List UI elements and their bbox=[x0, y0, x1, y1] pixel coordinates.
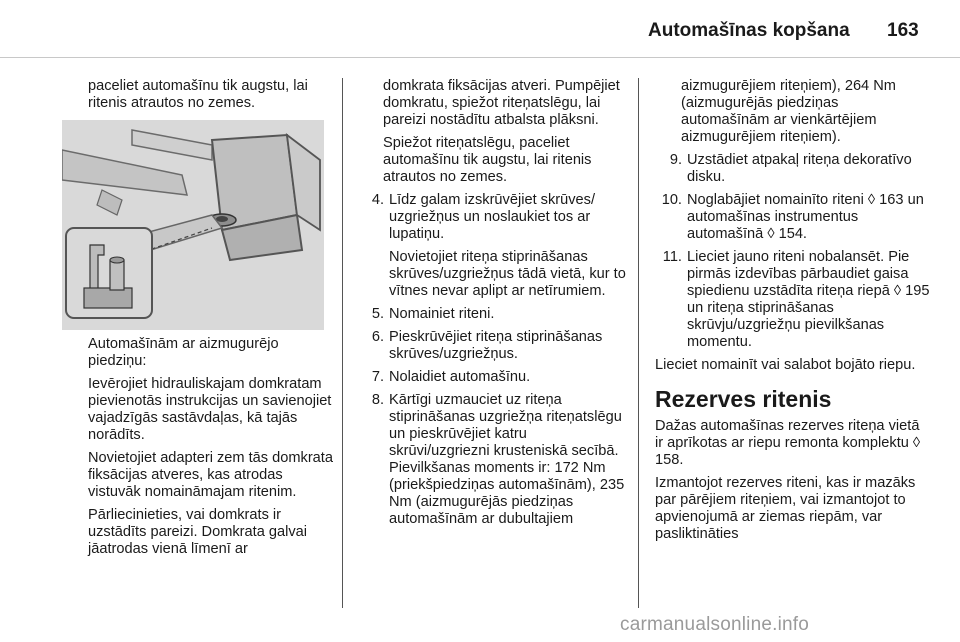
list-number: 8. bbox=[371, 392, 384, 408]
col1-paragraph-2: Novietojiet adapteri zem tās domkrata fiksācijas atveres, kas atrodas vistuvāk nomaināmajam ritenim. bbox=[88, 450, 333, 500]
col1-paragraph-1: Ievērojiet hidrauliskajam domkratam pievienotās instrukcijas un savienojiet vajadzīgās sastāvdaļas, kā tajās norādīts. bbox=[88, 376, 332, 443]
header-title: Automašīnas kopšana bbox=[648, 20, 850, 41]
list-text: Lieciet jauno riteni nobalansēt. Pie pirmās izdevības pārbaudiet gaisa spiedienu uzstādīta riteņa riepā ◊ 195 un riteņa stiprināšanas skrūvju/uzgriežņu pievilkšanas momentu. bbox=[687, 249, 930, 350]
watermark: carmanualsonline.info bbox=[620, 614, 810, 635]
hydraulic-jack-illustration bbox=[62, 120, 324, 330]
list-item bbox=[364, 392, 626, 528]
list-subtext: Novietojiet riteņa stiprināšanas skrūves/uzgriežņus tādā vietā, kur to vītnes nevar aplipt ar netīrumiem. bbox=[389, 249, 626, 299]
list-item bbox=[364, 329, 626, 363]
page-header bbox=[0, 0, 960, 58]
col1-intro: paceliet automašīnu tik augstu, lai ritenis atrautos no zemes. bbox=[88, 78, 308, 111]
list-number: 9. bbox=[669, 152, 682, 168]
column-2 bbox=[364, 78, 626, 534]
list-item bbox=[655, 249, 930, 351]
list-number: 10. bbox=[661, 192, 682, 208]
col3-paragraph: Lieciet nomainīt vai salabot bojāto riepu. bbox=[655, 357, 916, 373]
list-item bbox=[655, 152, 930, 186]
page-number: 163 bbox=[887, 20, 919, 41]
figure-caption: Automašīnām ar aizmugurējo piedziņu: bbox=[88, 336, 279, 369]
column-3 bbox=[655, 78, 930, 549]
section-paragraph-1: Dažas automašīnas rezerves riteņa vietā ir aprīkotas ar riepu remonta komplektu ◊ 158. bbox=[655, 418, 921, 468]
column-divider-2 bbox=[638, 78, 639, 608]
col2-continuation-1: domkrata fiksācijas atveri. Pumpējiet domkratu, spiežot riteņatslēgu, lai pareizi nostādītu atbalsta plāksni. bbox=[383, 78, 620, 128]
list-text: Nomainiet riteni. bbox=[389, 306, 495, 322]
list-item bbox=[364, 306, 626, 323]
col1-paragraph-3: Pārliecinieties, vai domkrats ir uzstādīts pareizi. Domkrata galvai jāatrodas vienā līmenī ar bbox=[88, 507, 307, 557]
col2-continuation-2: Spiežot riteņatslēgu, paceliet automašīnu tik augstu, lai ritenis atrautos no zemes. bbox=[383, 135, 592, 185]
list-text: Pieskrūvējiet riteņa stiprināšanas skrūves/uzgriežņus. bbox=[389, 329, 603, 362]
jack-figure-icon bbox=[62, 120, 324, 330]
list-number: 5. bbox=[371, 306, 384, 322]
list-item bbox=[364, 192, 626, 300]
section-paragraph-2: Izmantojot rezerves riteni, kas ir mazāks par pārējiem riteņiem, vai izmantojot to apvienojumā ar ziemas riepām, var pasliktināties bbox=[655, 475, 916, 542]
col3-continuation: aizmugurējiem riteņiem), 264 Nm (aizmugurējās piedziņas automašīnām ar vienkārtējiem aizmugurējiem riteņiem). bbox=[681, 78, 896, 145]
list-number: 11. bbox=[662, 249, 682, 265]
column-divider-1 bbox=[342, 78, 343, 608]
header-divider bbox=[0, 57, 960, 58]
list-text: Līdz galam izskrūvējiet skrūves/ uzgriežņus un noslaukiet tos ar lupatiņu. bbox=[389, 192, 596, 242]
list-number: 6. bbox=[371, 329, 384, 345]
section-title: Rezerves ritenis bbox=[655, 386, 832, 412]
list-number: 7. bbox=[371, 369, 384, 385]
list-text: Kārtīgi uzmauciet uz riteņa stiprināšanas uzgriežņa riteņatslēgu un pieskrūvējiet katru skrūvi/uzgriezni krusteniskā secībā. Pievilkšanas moments ir: 172 Nm (priekšpiedziņas automašīnām), 235 Nm (aizmugurējās piedziņas automašīnām ar dubultajiem bbox=[389, 392, 625, 527]
list-item bbox=[655, 192, 930, 243]
column-1 bbox=[88, 78, 328, 118]
col1-caption-block bbox=[88, 336, 333, 564]
list-number: 4. bbox=[371, 192, 384, 208]
list-text: Nolaidiet automašīnu. bbox=[389, 369, 531, 385]
list-text: Noglabājiet nomainīto riteni ◊ 163 un automašīnas instrumentus automašīnā ◊ 154. bbox=[687, 192, 924, 242]
list-text: Uzstādiet atpakaļ riteņa dekoratīvo disku. bbox=[687, 152, 912, 185]
list-item bbox=[364, 369, 626, 386]
